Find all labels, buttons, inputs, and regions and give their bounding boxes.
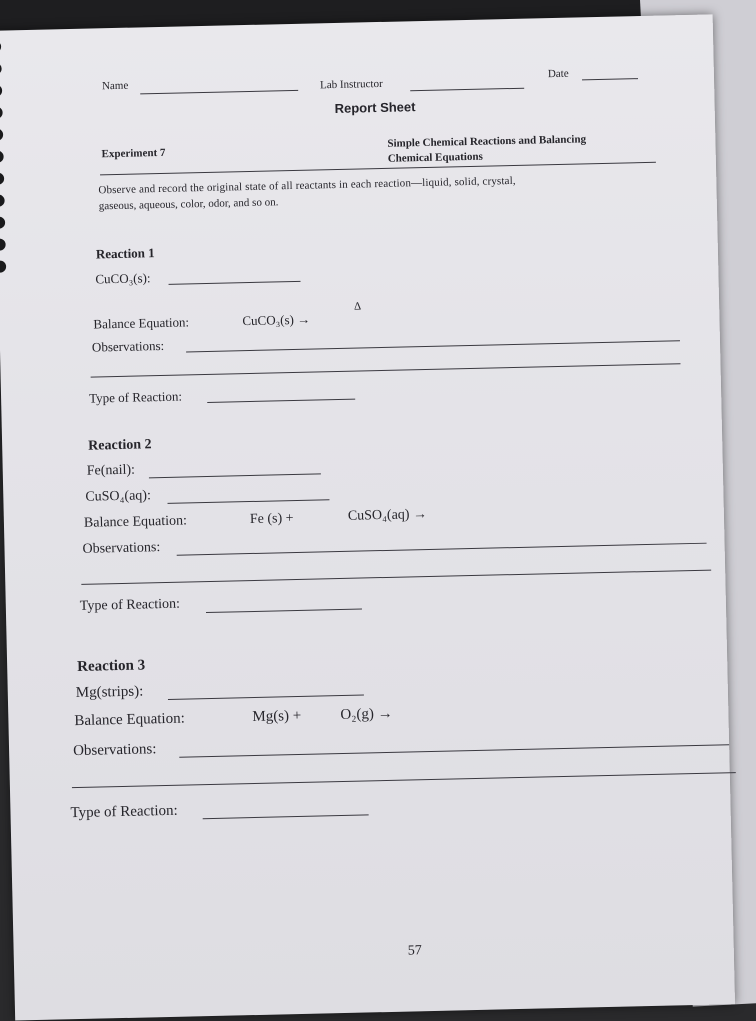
name-field[interactable] xyxy=(140,90,298,95)
reaction1-type-label: Type of Reaction: xyxy=(88,388,183,406)
reaction3-type-field[interactable] xyxy=(203,814,369,819)
reaction2-title: Reaction 2 xyxy=(88,437,152,454)
reaction1-equation: CuCO₃(s) → xyxy=(242,311,311,329)
reaction2-eq-part1: Fe (s) + xyxy=(249,511,294,528)
reaction1-type-field[interactable] xyxy=(207,399,355,403)
instructions-line1: Observe and record the original state of all reactants in each reaction—liquid, solid, crystal, xyxy=(98,174,516,197)
reaction2-type-field[interactable] xyxy=(206,609,362,614)
reaction2-observations-field-2[interactable] xyxy=(81,570,711,585)
reaction1-balance-label: Balance Equation: xyxy=(93,314,190,332)
reaction1-reactant-field[interactable] xyxy=(169,281,301,285)
instructions-line2: gaseous, aqueous, color, odor, and so on. xyxy=(98,196,279,213)
reaction3-reactant1-label: Mg(strips): xyxy=(75,683,144,702)
reaction1-reactant-label: CuCO₃(s): xyxy=(95,270,151,287)
binder-hole xyxy=(0,107,3,119)
name-label: Name xyxy=(101,79,129,93)
binder-hole xyxy=(0,239,6,251)
reaction2-reactant2-label: CuSO₄(aq): xyxy=(85,488,152,505)
binder-hole xyxy=(0,85,2,97)
binder-hole xyxy=(0,261,6,273)
instructor-field[interactable] xyxy=(410,88,524,92)
binder-hole xyxy=(0,151,4,163)
reaction1-observations-field[interactable] xyxy=(186,340,680,352)
reaction3-reactant1-field[interactable] xyxy=(168,695,364,700)
reaction2-observations-field[interactable] xyxy=(177,543,707,556)
reaction2-type-label: Type of Reaction: xyxy=(79,596,181,614)
divider xyxy=(100,162,656,176)
reaction3-title: Reaction 3 xyxy=(77,657,146,675)
reaction3-eq-part1: Mg(s) + xyxy=(252,707,302,726)
reaction3-observations-label: Observations: xyxy=(72,741,157,760)
binder-hole xyxy=(0,217,5,229)
heat-symbol: Δ xyxy=(353,300,362,313)
report-sheet-page xyxy=(0,14,735,1020)
binder-holes xyxy=(0,40,13,300)
experiment-title-line2: Chemical Equations xyxy=(387,150,483,165)
experiment-title-line1: Simple Chemical Reactions and Balancing xyxy=(387,133,587,150)
experiment-label: Experiment 7 xyxy=(101,146,166,161)
binder-hole xyxy=(0,41,1,53)
date-label: Date xyxy=(547,67,569,81)
binder-hole xyxy=(0,129,3,141)
reaction2-reactant1-label: Fe(nail): xyxy=(86,462,136,479)
reaction3-eq-part2: O₂(g) → xyxy=(340,705,393,724)
date-field[interactable] xyxy=(582,78,638,80)
binder-hole xyxy=(0,173,4,185)
reaction1-title: Reaction 1 xyxy=(95,245,155,262)
reaction1-observations-field-2[interactable] xyxy=(91,363,681,377)
reaction2-observations-label: Observations: xyxy=(82,540,161,557)
reaction3-balance-label: Balance Equation: xyxy=(74,710,185,730)
binder-hole xyxy=(0,63,2,75)
reaction2-reactant1-field[interactable] xyxy=(149,473,321,478)
binder-hole xyxy=(0,195,5,207)
reaction3-observations-field-2[interactable] xyxy=(72,772,736,788)
reaction2-reactant2-field[interactable] xyxy=(168,499,330,504)
reaction3-type-label: Type of Reaction: xyxy=(70,802,178,822)
page-number: 57 xyxy=(407,943,422,959)
instructor-label: Lab Instructor xyxy=(319,77,383,92)
page-title: Report Sheet xyxy=(334,99,416,117)
reaction1-observations-label: Observations: xyxy=(91,337,165,355)
reaction3-observations-field[interactable] xyxy=(179,744,729,757)
reaction2-balance-label: Balance Equation: xyxy=(83,513,188,531)
reaction2-eq-part2: CuSO₄(aq) → xyxy=(347,507,428,524)
